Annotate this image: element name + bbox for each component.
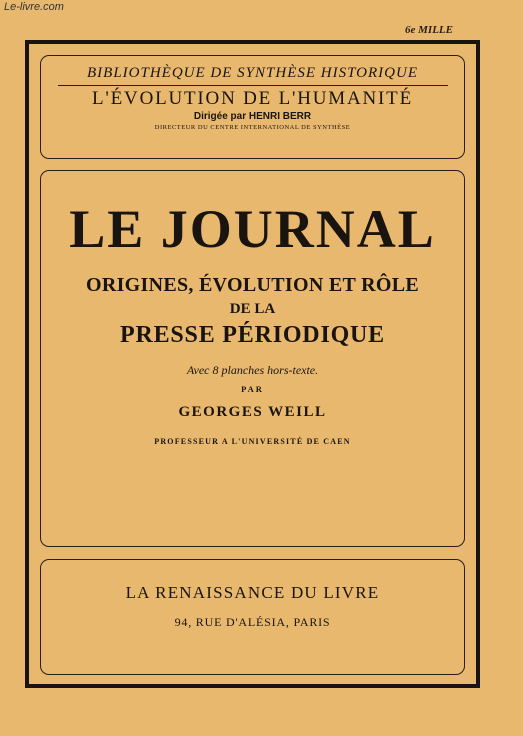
plates-note: Avec 8 planches hors-texte. bbox=[186, 363, 319, 377]
subtitle-line-3: PRESSE PÉRIODIQUE bbox=[120, 322, 385, 348]
edition-label: 6e MILLE bbox=[405, 24, 453, 36]
subtitle-line-2: DE LA bbox=[229, 301, 276, 317]
title-box bbox=[40, 170, 465, 547]
collection-header-box bbox=[40, 55, 465, 159]
author-role: PROFESSEUR A L'UNIVERSITÉ DE CAEN bbox=[154, 437, 351, 446]
book-title: LE JOURNAL bbox=[69, 199, 436, 259]
publisher-name: LA RENAISSANCE DU LIVRE bbox=[125, 583, 380, 602]
by-label: PAR bbox=[241, 384, 264, 394]
publisher-address: 94, RUE D'ALÉSIA, PARIS bbox=[174, 615, 331, 629]
author-name: GEORGES WEILL bbox=[178, 404, 327, 420]
director-role: DIRECTEUR DU CENTRE INTERNATIONAL DE SYNTHÈSE bbox=[154, 124, 351, 131]
subtitle-line-1: ORIGINES, ÉVOLUTION ET RÔLE bbox=[86, 274, 419, 296]
director-line: Dirigée par HENRI BERR bbox=[193, 111, 312, 122]
watermark-text: Le-livre.com bbox=[4, 1, 64, 13]
collection-title: L'ÉVOLUTION DE L'HUMANITÉ bbox=[58, 85, 448, 110]
series-title: BIBLIOTHÈQUE DE SYNTHÈSE HISTORIQUE bbox=[87, 65, 418, 81]
publisher-box bbox=[40, 559, 465, 675]
cover-frame bbox=[25, 40, 480, 688]
